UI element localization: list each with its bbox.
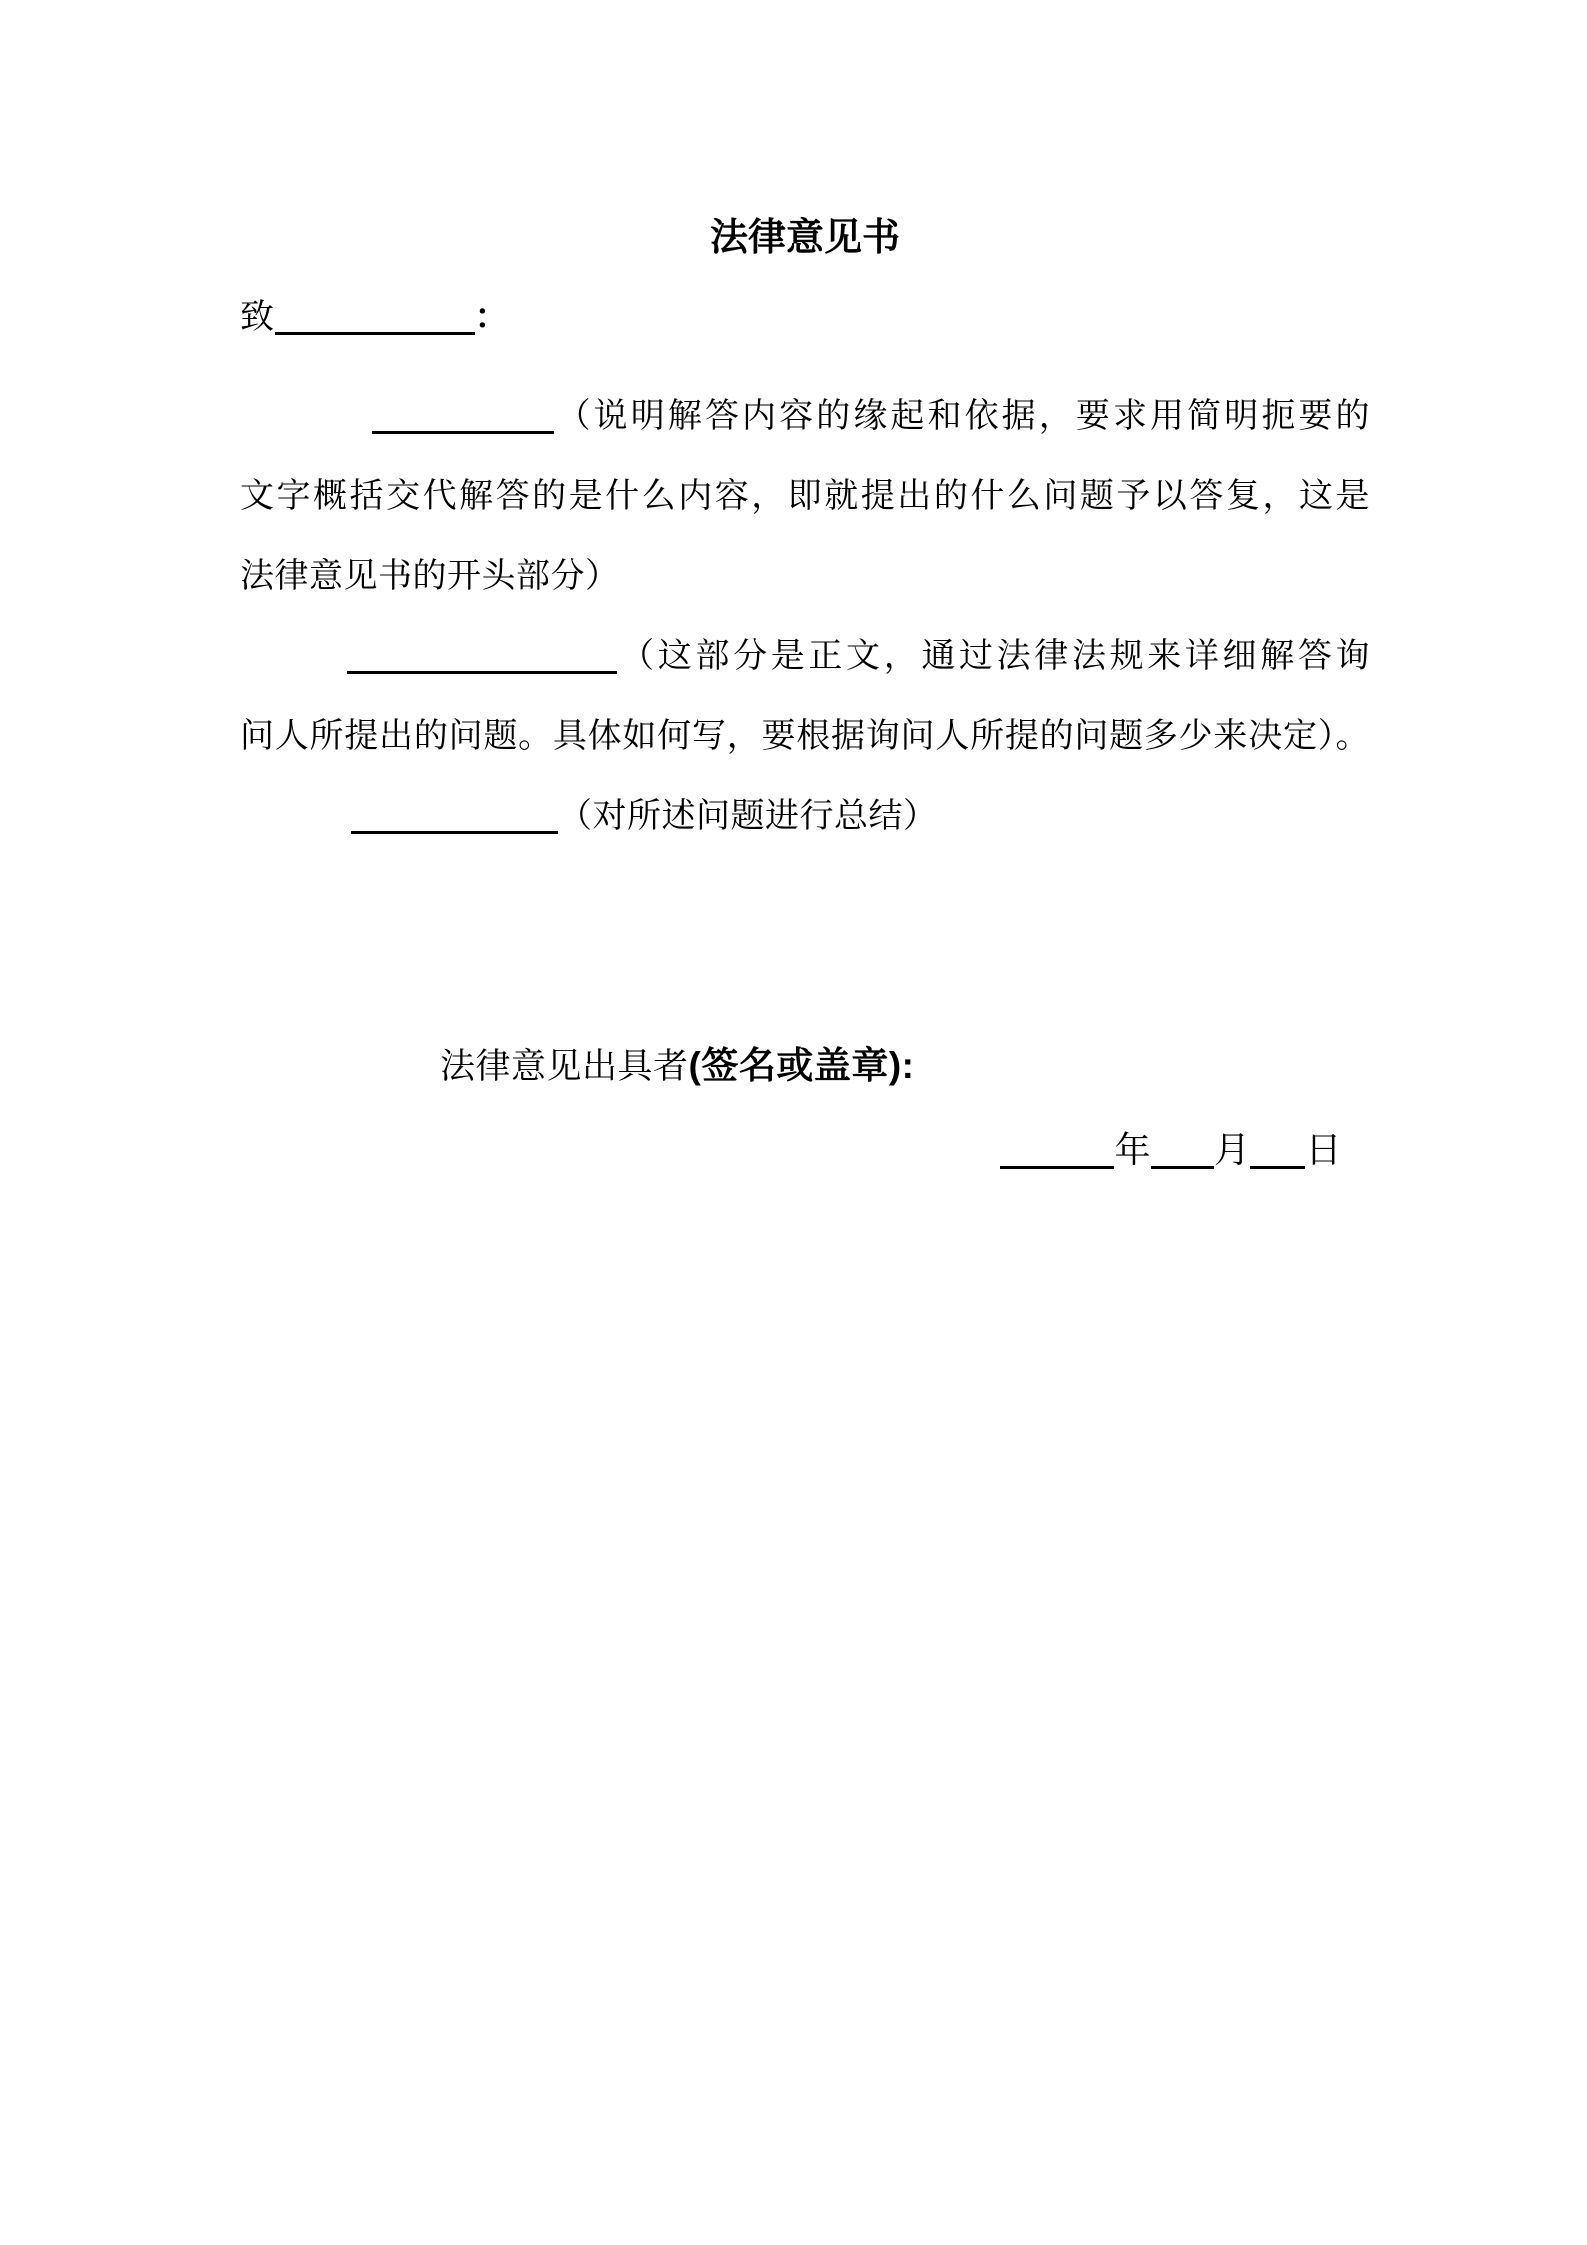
recipient-fill-in-blank[interactable] xyxy=(275,332,475,335)
body-line-2: 问人所提出的问题。具体如何写，要根据询问人所提的问题多少来决定）。 xyxy=(240,718,1370,755)
year-fill-in-blank[interactable] xyxy=(1000,1166,1114,1169)
month-label: 月 xyxy=(1213,1129,1251,1170)
day-fill-in-blank[interactable] xyxy=(1250,1166,1305,1169)
conclusion-fill-in-blank[interactable] xyxy=(351,831,558,834)
body-line-1 xyxy=(240,617,1370,697)
date-line xyxy=(240,1110,1370,1190)
month-fill-in-blank[interactable] xyxy=(1151,1166,1214,1169)
signature-line xyxy=(240,1026,1370,1106)
salutation-line xyxy=(240,278,1370,358)
document-title: 法律意见书 xyxy=(709,217,900,259)
intro-line-1 xyxy=(240,377,1370,457)
conclusion-line xyxy=(240,777,1370,857)
intro-fill-in-blank[interactable] xyxy=(372,431,554,434)
intro-line-2: 文字概括交代解答的是什么内容，即就提出的什么问题予以答复，这是 xyxy=(240,478,1370,515)
signature-issuer-label: 法律意见出具者 xyxy=(440,1047,689,1086)
whitespace-spacer xyxy=(240,857,1370,1026)
body-note-text: （这部分是正文，通过法律法规来详细解答询 xyxy=(617,638,1370,675)
body-fill-in-blank[interactable] xyxy=(347,671,617,674)
salutation-colon: ： xyxy=(474,299,509,336)
conclusion-note-text: （对所述问题进行总结） xyxy=(558,798,938,835)
year-label: 年 xyxy=(1114,1129,1151,1170)
salutation-prefix: 致 xyxy=(240,299,275,336)
day-label: 日 xyxy=(1305,1129,1342,1170)
signature-seal-label: (签名或盖章): xyxy=(688,1045,915,1086)
intro-note-text: （说明解答内容的缘起和依据，要求用简明扼要的 xyxy=(554,398,1370,435)
intro-line-3: 法律意见书的开头部分） xyxy=(240,558,620,595)
